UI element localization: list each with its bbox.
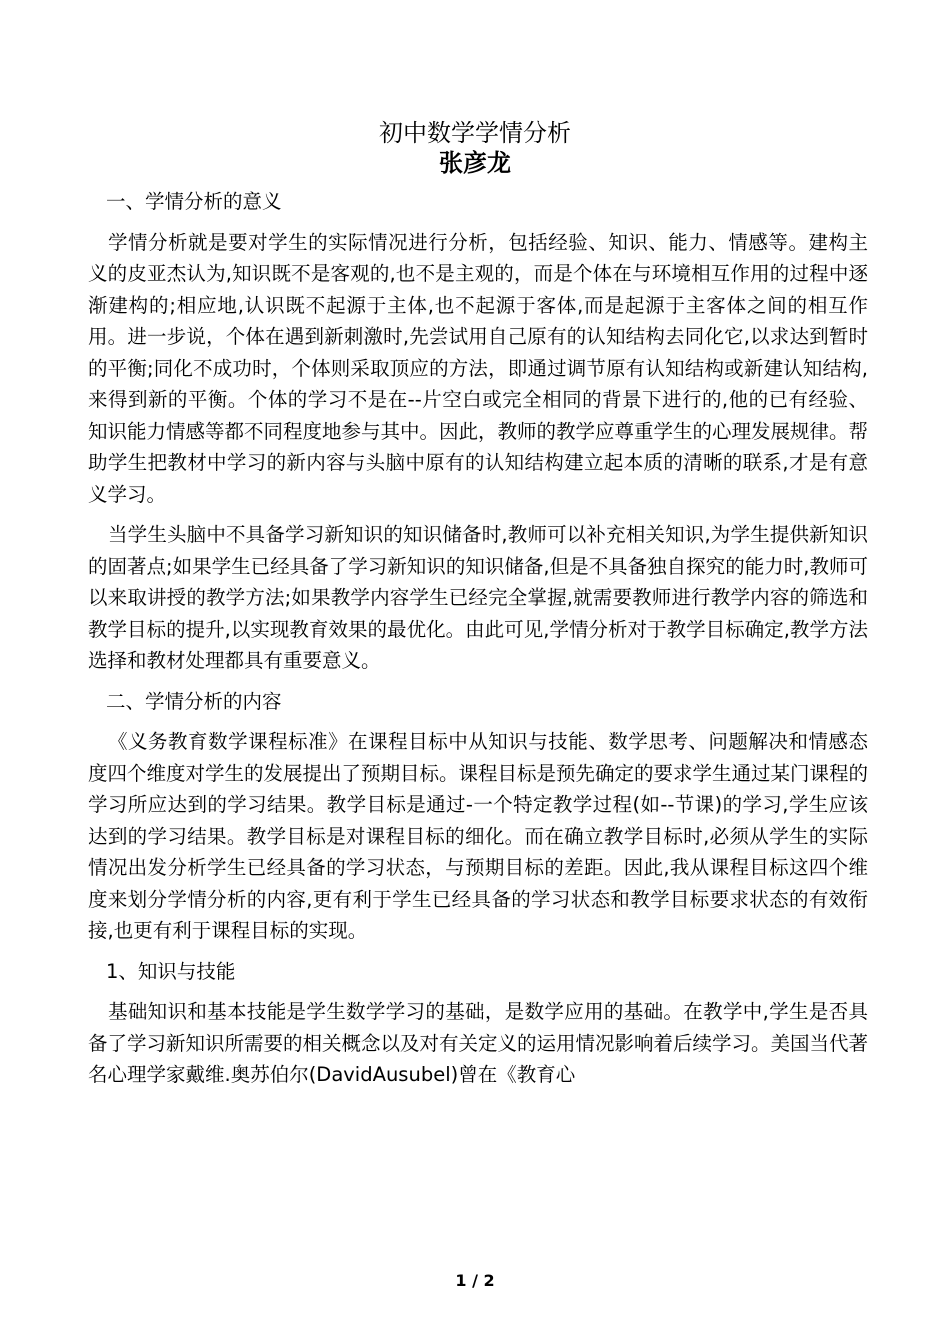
section-heading-content: 二、学情分析的内容 [106,689,282,713]
document-title: 初中数学学情分析 [379,119,571,147]
document-author: 张彦龙 [439,149,511,177]
paragraph: 基础知识和基本技能是学生数学学习的基础，是数学应用的基础。在教学中,学生是否具备了学习新知识所需要的相关概念以及对有关定义的运用情况影响着后续学习。美国当代著名心理学家戴维.奥苏伯尔(DavidAusubel)曾在《教育心 [88,1000,869,1086]
page-indicator: 1 / 2 [455,1271,495,1290]
paragraph: 当学生头脑中不具备学习新知识的知识储备时,教师可以补充相关知识,为学生提供新知识的固著点;如果学生已经具备了学习新知识的知识储备,但是不具备独自探究的能力时,教师可以来取讲授的教学方法;如果教学内容学生已经完全掌握,就需要教师进行教学内容的筛选和教学目标的提升,以实现教育效果的最优化。由此可见,学情分析对于教学目标确定,教学方法选择和教材处理都具有重要意义。 [88,523,868,672]
document-body [88,186,868,1100]
subsection-heading-knowledge-skills: 1、知识与技能 [106,959,236,983]
section-heading-meaning: 一、学情分析的意义 [106,190,282,213]
paragraph: 学情分析就是要对学生的实际情况进行分析，包括经验、知识、能力、情感等。建构主义的皮亚杰认为,知识既不是客观的,也不是主观的，而是个体在与环境相互作用的过程中逐渐建构的;相应地,认识既不起源于主体,也不起源于客体,而是起源于主客体之间的相互作用。进一步说，个体在遇到新刺激时,先尝试用自己原有的认知结构去同化它,以求达到暂时的平衡;同化不成功时，个体则采取顶应的方法，即通过调节原有认知结构或新建认知结构,来得到新的平衡。个体的学习不是在--片空白或完全相同的背景下进行的,他的已有经验、知识能力情感等都不同程度地参与其中。因此，教师的教学应尊重学生的心理发展规律。帮助学生把教材中学习的新内容与头脑中原有的认知结构建立起本质的清晰的联系,才是有意义学习。 [88,230,869,506]
paragraph: 《义务教育数学课程标准》在课程目标中从知识与技能、数学思考、问题解决和情感态度四个维度对学生的发展提出了预期目标。课程目标是预先确定的要求学生通过某门课程的学习所应达到的学习结果。教学目标是通过-一个特定教学过程(如--节课)的学习,学生应该达到的学习结果。教学目标是对课程目标的细化。而在确立教学目标时,必须从学生的实际情况出发分析学生已经具备的学习状态，与预期目标的差距。因此,我从课程目标这四个维度来划分学情分析的内容,更有利于学生已经具备的学习状态和教学目标要求状态的有效衔接,也更有利于课程目标的实现。 [88,730,869,942]
